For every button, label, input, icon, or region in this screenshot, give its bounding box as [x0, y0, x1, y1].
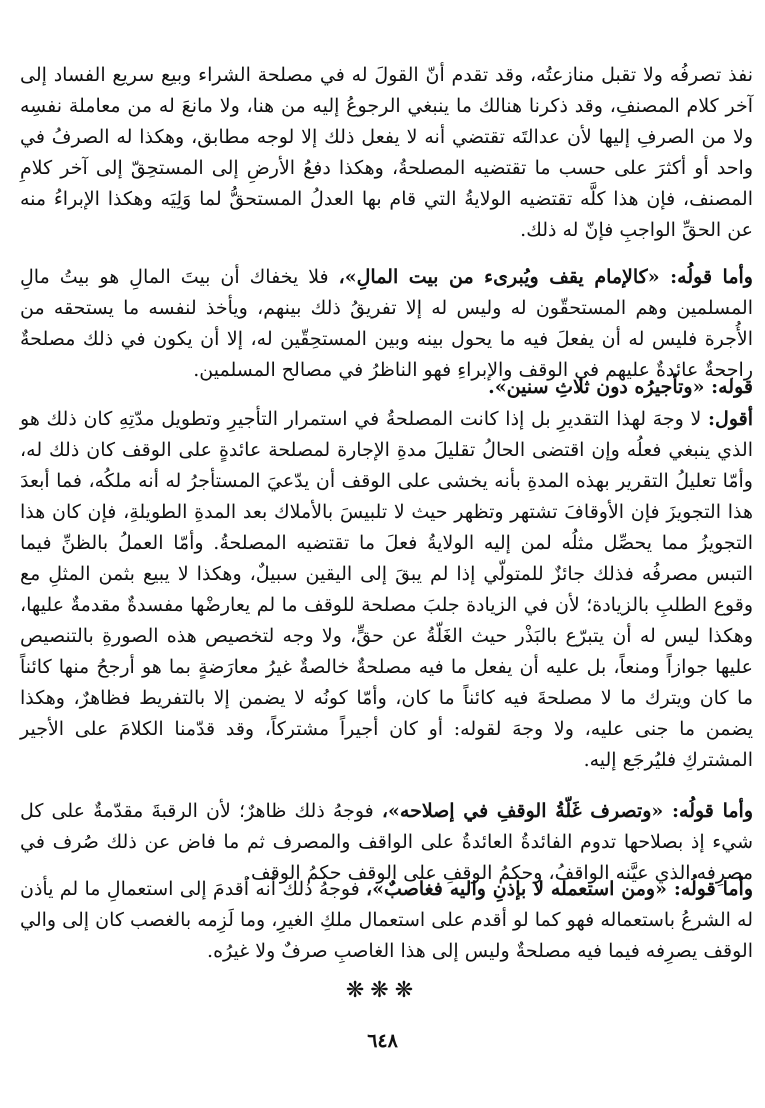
paragraph-2-body: فلا يخفاك أن بيتَ المالِ هو بيتُ مالِ المسلمين وهم المستحقّون له وليس له إلا تفريقُ ذلك بينهم، ويأخذ لنفسه ما يستحقه من الأُجرة فليس له أن يفعلَ فيه ما يحول بينه وبين المستحِقّين له، إلا أن يكون في ذلك مصلحةٌ راجحةٌ عائدةٌ عليهم في الوقف والإبراءِ فهو الناظرُ في مصالح المسلمين.	[20, 266, 753, 381]
paragraph-4-lead: أقول:	[708, 408, 753, 430]
page-number: ٦٤٨	[367, 1030, 398, 1052]
paragraph-2	[20, 262, 753, 386]
paragraph-1	[20, 60, 753, 246]
paragraph-5-body: فوجهُ ذلك ظاهرٌ؛ لأن الرقبةَ مقدّمةٌ على كل شيء إذ بصلاحها تدوم الفائدةُ العائدةُ على الواقف والمصرف ثم ما فاض عن ذلك صُرف في مصرِفه الذي عيَّنه الواقفُ، وحكمُ الوقفِ على الوقف حكمُ الوقف.	[20, 800, 753, 884]
paragraph-6-body: فوجهُ ذلك أنه أقدمَ إلى استعمالِ ما لم يأذن له الشرعُ باستعماله فهو كما لو أقدم على استعمال ملكِ الغيرِ، وما لَزِمه بالغصب كان إلى والي الوقف يصرِفه فيما فيه مصلحةٌ وليس إلى هذا الغاصبِ صرفٌ ولا غيرُه.	[20, 878, 753, 962]
paragraph-6-lead: وأما قولُه: «ومن استعمله لا بإذنِ واليه فغاصبٌ»،	[366, 878, 753, 900]
paragraph-5-lead: وأما قولُه: «وتصرف غَلّةُ الوقفِ في إصلاحه»،	[381, 800, 753, 822]
paragraph-3	[20, 372, 753, 403]
paragraph-6	[20, 874, 753, 967]
section-divider-ornament: ❋❋❋	[345, 978, 420, 1003]
paragraph-4	[20, 404, 753, 776]
paragraph-3-lead: قوله: «وتأجيرُه دون ثلاثِ سنين».	[488, 376, 753, 398]
paragraph-4-body: لا وجهَ لهذا التقديرِ بل إذا كانت المصلحةُ في استمرار التأجيرِ وتطويل مدّتِهِ كان ذلك هو الذي ينبغي فعلُه وإن اقتضى الحالُ تقليلَ مدةِ الإجارة لمصلحة عائدةٍ على الوقف كان ذلك له، وأمّا تعليلُ التقرير بهذه المدةِ بأنه يخشى على الوقف أن يدّعيَ المستأجرُ له أنه ملكُه، فما أبعدَ هذا التجويزَ فإن الأوقافَ تشتهر وتظهر حيث لا تلبيسَ بالأملاك بعد المدةِ الطويلةِ، فإن كان هذا التجويزُ مما يحصِّل مثلُه لمن إليه الولايةُ فعلَ ما تقتضيه المصلحةُ. وأمّا العملُ بالظنِّ فيما التبس مصرفُه فذلك جائزٌ للمتولّي إذا لم يبقَ إلى اليقين سبيلٌ، وهكذا لا يبيع بثمن المثلِ مع وقوع الطلبِ بالزيادة؛ لأن في الزيادة جلبَ مصلحة للوقف ما لم يعارضْها مفسدةٌ مقدمةٌ عليها، وهكذا ليس له أن يتبرّع بالبَذْر حيث الغَلّةُ عن حقٍّ، ولا وجه لتخصيص هذه الصورةِ بالتنصيص عليها جوازاً ومنعاً، بل عليه أن يفعل ما فيه مصلحةٌ خالصةٌ غيرُ معارَضةٍ بما هو أرجحُ منها كائناً ما كان ويترك ما لا مصلحةَ فيه كائناً ما كان، وأمّا كونُه لا يضمن إلا بالتفريط فظاهرٌ، وهكذا يضمن ما جنى عليه، ولا وجهَ لقوله: أو كان أجيراً مشتركاً، وقد قدّمنا الكلامَ على الأجير المشتركِ فليُرجَع إليه.	[20, 408, 753, 771]
paragraph-2-lead: وأما قولُه: «كالإمام يقف ويُبرىء من بيت المالِ»،	[338, 266, 753, 288]
paragraph-1-body: نفذ تصرفُه ولا تقبل منازعتُه، وقد تقدم أنّ القولَ له في مصلحة الشراء وبيع سريع الفساد إلى آخر كلام المصنفِ، وقد ذكرنا هنالك ما ينبغي الرجوعُ إليه من هنا، ولا مانعَ له من معاملة نفسِه ولا من الصرفِ إليها لأن عدالتَه تقتضي أنه لا يفعل ذلك إلا لوجه مطابق، وهكذا له الصرفُ في واحد أو أكثرَ على حسب ما تقتضيه المصلحةُ، وهكذا دفعُ الأرضِ إلى المستحِقّ إلى آخر كلامِ المصنف، فإن هذا كلَّه تقتضيه الولايةُ التي قام بها العدلُ المستحقُّ لما وَلِيَه وهكذا الإبراءُ منه عن الحقِّ الواجبِ فإنّ له ذلك.	[20, 64, 753, 241]
